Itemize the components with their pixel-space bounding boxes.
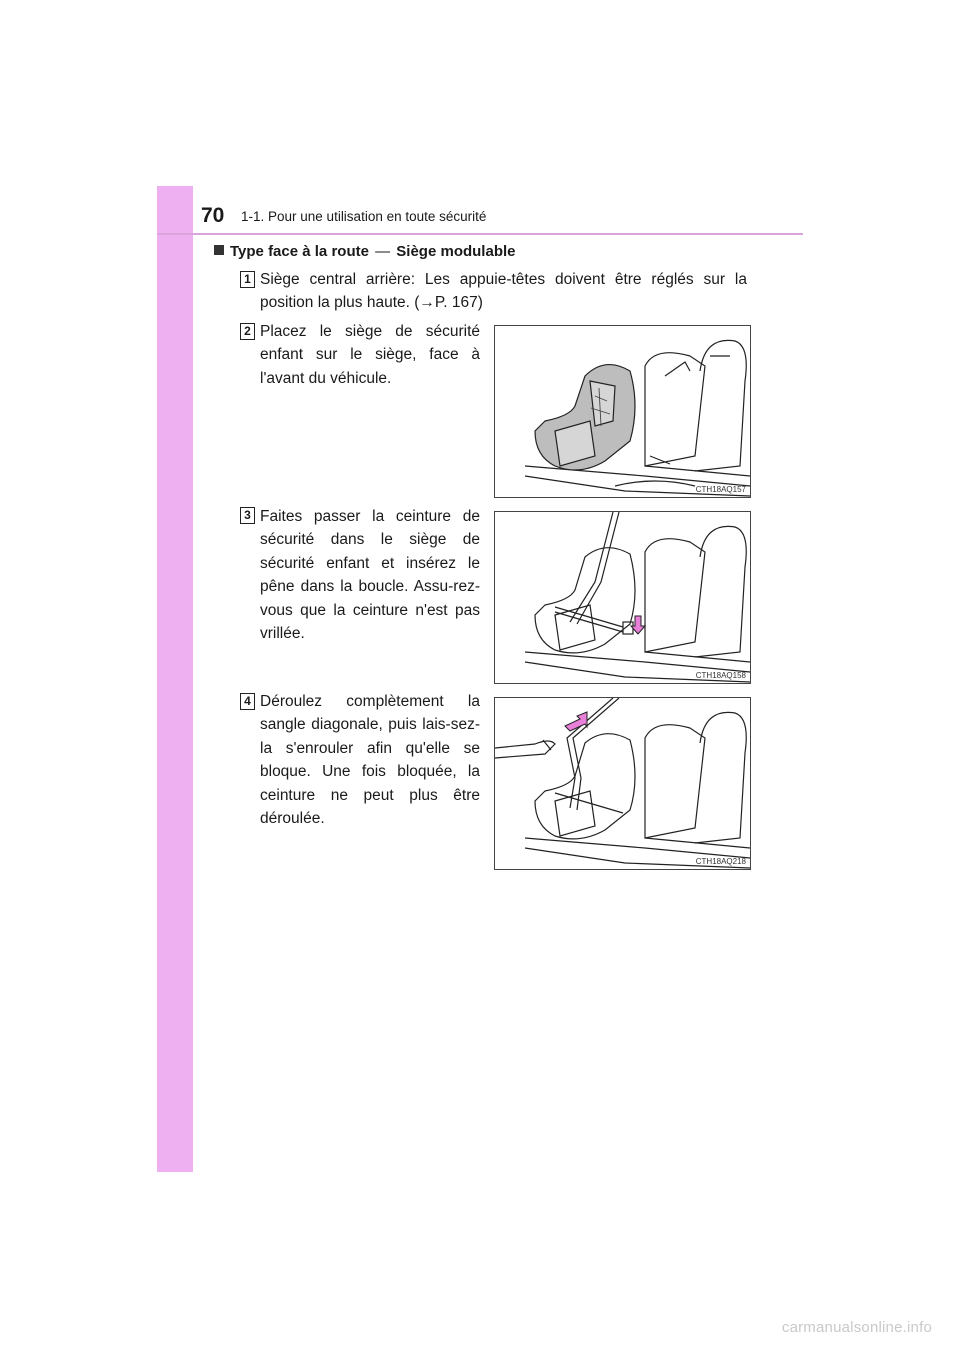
figure-code: CTH18AQ158 [695, 671, 746, 680]
figure-code: CTH18AQ218 [695, 857, 746, 866]
step-number-2: 2 [240, 323, 255, 340]
square-bullet-icon [214, 245, 224, 255]
side-tab-band [157, 186, 193, 1172]
section-title-separator: — [375, 243, 391, 260]
seat-belt-buckle-illustration [495, 512, 751, 684]
section-title [214, 243, 516, 260]
page-number: 70 [201, 204, 225, 227]
step-text-4: Déroulez complètement la sangle diagonale, puis lais-sez-la s'enrouler afin qu'elle se bloque. Une fois bloquée, la ceinture ne peut plus être déroulée. [260, 693, 480, 828]
step-number-3: 3 [240, 507, 255, 524]
watermark: carmanualsonline.info [781, 1319, 932, 1336]
section-title-part2: Siège modulable [396, 243, 516, 260]
step-text-2: Placez le siège de sécurité enfant sur le siège, face à l'avant du véhicule. [260, 323, 480, 387]
step-text-3: Faites passer la ceinture de sécurité dans le siège de sécurité enfant et insérez le pêne dans la boucle. Assu-rez-vous que la ceinture n'est pas vrillée. [260, 508, 480, 643]
header-divider [157, 233, 803, 235]
section-title-part1: Type face à la route [230, 243, 369, 260]
figure-seat-belt-buckle [494, 511, 751, 684]
figure-child-seat-placement [494, 325, 751, 498]
child-seat-placement-illustration [495, 326, 751, 498]
step-text-1: Siège central arrière: Les appuie-têtes doivent être réglés sur la position la plus haute. (→P. 167) [260, 271, 747, 312]
figure-belt-lock [494, 697, 751, 870]
page-header [193, 196, 803, 236]
step-number-4: 4 [240, 693, 255, 710]
figure-code: CTH18AQ157 [695, 485, 746, 494]
step-number-1: 1 [240, 271, 255, 288]
chapter-title: 1-1. Pour une utilisation en toute sécurité [241, 209, 487, 224]
belt-lock-illustration [495, 698, 751, 870]
